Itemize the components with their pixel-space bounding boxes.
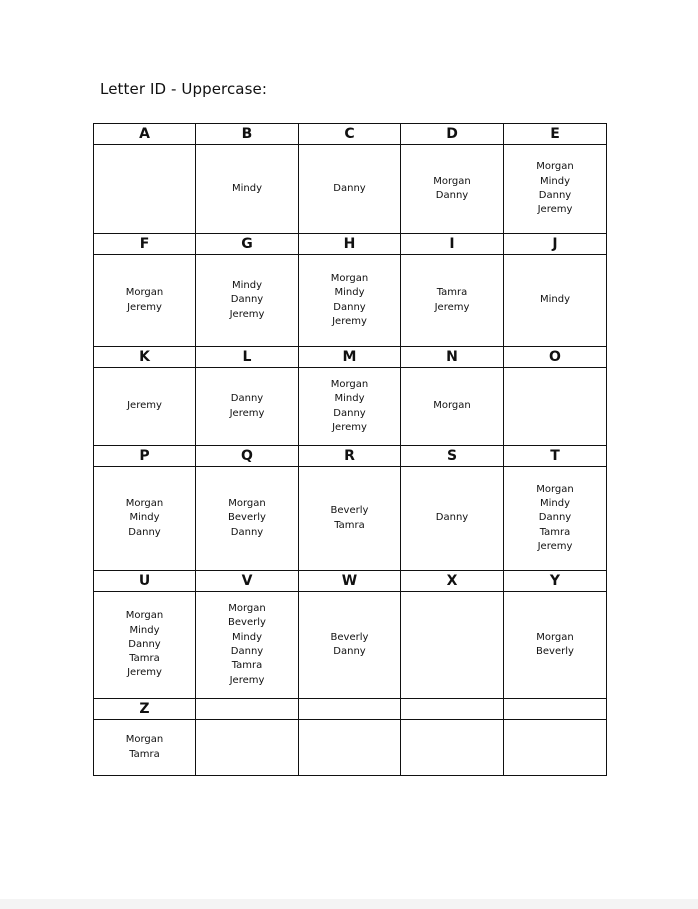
names-row	[94, 368, 607, 446]
student-name: Morgan	[330, 378, 369, 390]
student-name: Mindy	[231, 631, 262, 643]
names-row	[94, 467, 607, 571]
student-name: Morgan	[536, 483, 574, 495]
letter-cell: M	[299, 347, 401, 368]
names-cell	[401, 720, 504, 776]
letter-cell: Y	[504, 571, 607, 592]
names-cell	[299, 467, 401, 571]
letter-cell	[196, 699, 299, 720]
student-name: Jeremy	[434, 301, 470, 313]
letter-cell: G	[196, 234, 299, 255]
student-name: Morgan	[433, 400, 471, 412]
names-cell	[299, 145, 401, 234]
student-name: Danny	[333, 646, 366, 657]
letter-cell: O	[504, 347, 607, 368]
names-cell	[401, 368, 504, 446]
names-cell	[94, 368, 196, 446]
letter-cell: D	[401, 124, 504, 145]
names-cell	[196, 467, 299, 571]
student-name: Danny	[230, 526, 264, 538]
letter-cell: V	[196, 571, 299, 592]
names-cell	[196, 145, 299, 234]
student-name: Jeremy	[537, 540, 573, 552]
letter-cell: R	[299, 446, 401, 467]
student-name: Jeremy	[229, 674, 265, 686]
student-name: Morgan	[125, 498, 164, 510]
letter-cell: W	[299, 571, 401, 592]
student-name: Mindy	[539, 175, 570, 187]
names-cell	[401, 145, 504, 234]
names-cell	[299, 592, 401, 699]
student-name: Morgan	[228, 498, 266, 510]
student-name: Tamra	[436, 287, 468, 299]
student-name: Danny	[538, 512, 572, 524]
student-name: Danny	[128, 638, 161, 650]
student-name: Tamra	[539, 526, 571, 538]
letter-cell	[504, 699, 607, 720]
letter-cell: P	[94, 446, 196, 467]
student-name: Mindy	[334, 393, 365, 405]
student-name: Jeremy	[229, 308, 265, 320]
letter-cell: C	[299, 124, 401, 145]
letter-grid-table	[93, 123, 607, 776]
student-name: Mindy	[539, 498, 570, 510]
names-cell	[401, 592, 504, 699]
names-cell	[196, 592, 299, 699]
student-name: Danny	[333, 182, 366, 194]
names-cell	[504, 368, 607, 446]
letter-cell: Z	[94, 699, 196, 720]
names-cell	[94, 720, 196, 776]
names-row	[94, 145, 607, 234]
student-name: Tamra	[129, 748, 160, 760]
names-cell	[504, 255, 607, 347]
student-name: Danny	[230, 646, 264, 657]
letter-cell: N	[401, 347, 504, 368]
letter-cell: J	[504, 234, 607, 255]
letter-cell: T	[504, 446, 607, 467]
student-name: Jeremy	[332, 421, 367, 433]
names-cell	[504, 592, 607, 699]
student-name: Jeremy	[332, 315, 367, 327]
letter-cell: U	[94, 571, 196, 592]
letter-header-row	[94, 347, 607, 368]
student-name: Mindy	[539, 294, 570, 306]
letter-cell: Q	[196, 446, 299, 467]
student-name: Mindy	[129, 512, 160, 524]
letter-header-row	[94, 571, 607, 592]
names-cell	[94, 467, 196, 571]
names-row	[94, 592, 607, 699]
student-name: Danny	[333, 301, 366, 313]
letter-grid-body	[94, 124, 607, 776]
letter-header-row	[94, 234, 607, 255]
names-cell	[196, 255, 299, 347]
letter-cell: F	[94, 234, 196, 255]
page-title: Letter ID - Uppercase:	[100, 80, 267, 98]
student-name: Morgan	[125, 287, 164, 299]
student-name: Jeremy	[127, 667, 162, 679]
student-name: Mindy	[231, 280, 262, 292]
student-name: Jeremy	[537, 204, 573, 216]
names-cell	[94, 145, 196, 234]
student-name: Jeremy	[127, 301, 162, 313]
names-cell	[299, 255, 401, 347]
names-cell	[401, 467, 504, 571]
student-name: Danny	[435, 512, 469, 524]
names-row	[94, 720, 607, 776]
student-name: Mindy	[231, 182, 262, 194]
letter-header-row	[94, 446, 607, 467]
student-name: Morgan	[536, 161, 574, 173]
student-name: Beverly	[536, 646, 574, 657]
letter-header-row	[94, 699, 607, 720]
letter-cell	[401, 699, 504, 720]
letter-cell: E	[504, 124, 607, 145]
letter-cell: K	[94, 347, 196, 368]
student-name: Morgan	[536, 631, 574, 643]
letter-header-row	[94, 124, 607, 145]
student-name: Morgan	[330, 272, 369, 284]
student-name: Beverly	[330, 505, 369, 517]
student-name: Beverly	[228, 617, 266, 629]
letter-cell: B	[196, 124, 299, 145]
student-name: Jeremy	[127, 400, 162, 412]
student-name: Morgan	[228, 603, 266, 615]
letter-cell: X	[401, 571, 504, 592]
student-name: Mindy	[334, 287, 365, 299]
letter-cell: H	[299, 234, 401, 255]
student-name: Danny	[230, 294, 264, 306]
names-cell	[299, 720, 401, 776]
names-cell	[504, 720, 607, 776]
student-name: Jeremy	[229, 407, 265, 419]
page-bottom-edge	[0, 899, 698, 909]
student-name: Danny	[435, 190, 469, 201]
student-name: Danny	[128, 526, 161, 538]
names-cell	[196, 720, 299, 776]
names-cell	[504, 145, 607, 234]
names-cell	[94, 255, 196, 347]
names-cell	[299, 368, 401, 446]
student-name: Tamra	[129, 653, 160, 665]
student-name: Tamra	[334, 519, 365, 531]
student-name: Danny	[333, 407, 366, 419]
letter-cell	[299, 699, 401, 720]
names-cell	[401, 255, 504, 347]
student-name: Tamra	[231, 660, 263, 672]
letter-cell: L	[196, 347, 299, 368]
student-name: Danny	[538, 190, 572, 201]
student-name: Morgan	[433, 175, 471, 187]
student-name: Morgan	[125, 734, 164, 746]
names-cell	[94, 592, 196, 699]
letter-cell: A	[94, 124, 196, 145]
names-cell	[196, 368, 299, 446]
student-name: Morgan	[125, 610, 164, 622]
student-name: Mindy	[129, 624, 160, 636]
letter-cell: I	[401, 234, 504, 255]
student-name: Danny	[230, 393, 264, 405]
names-row	[94, 255, 607, 347]
names-cell	[504, 467, 607, 571]
student-name: Beverly	[330, 631, 369, 643]
student-name: Beverly	[228, 512, 266, 524]
letter-cell: S	[401, 446, 504, 467]
